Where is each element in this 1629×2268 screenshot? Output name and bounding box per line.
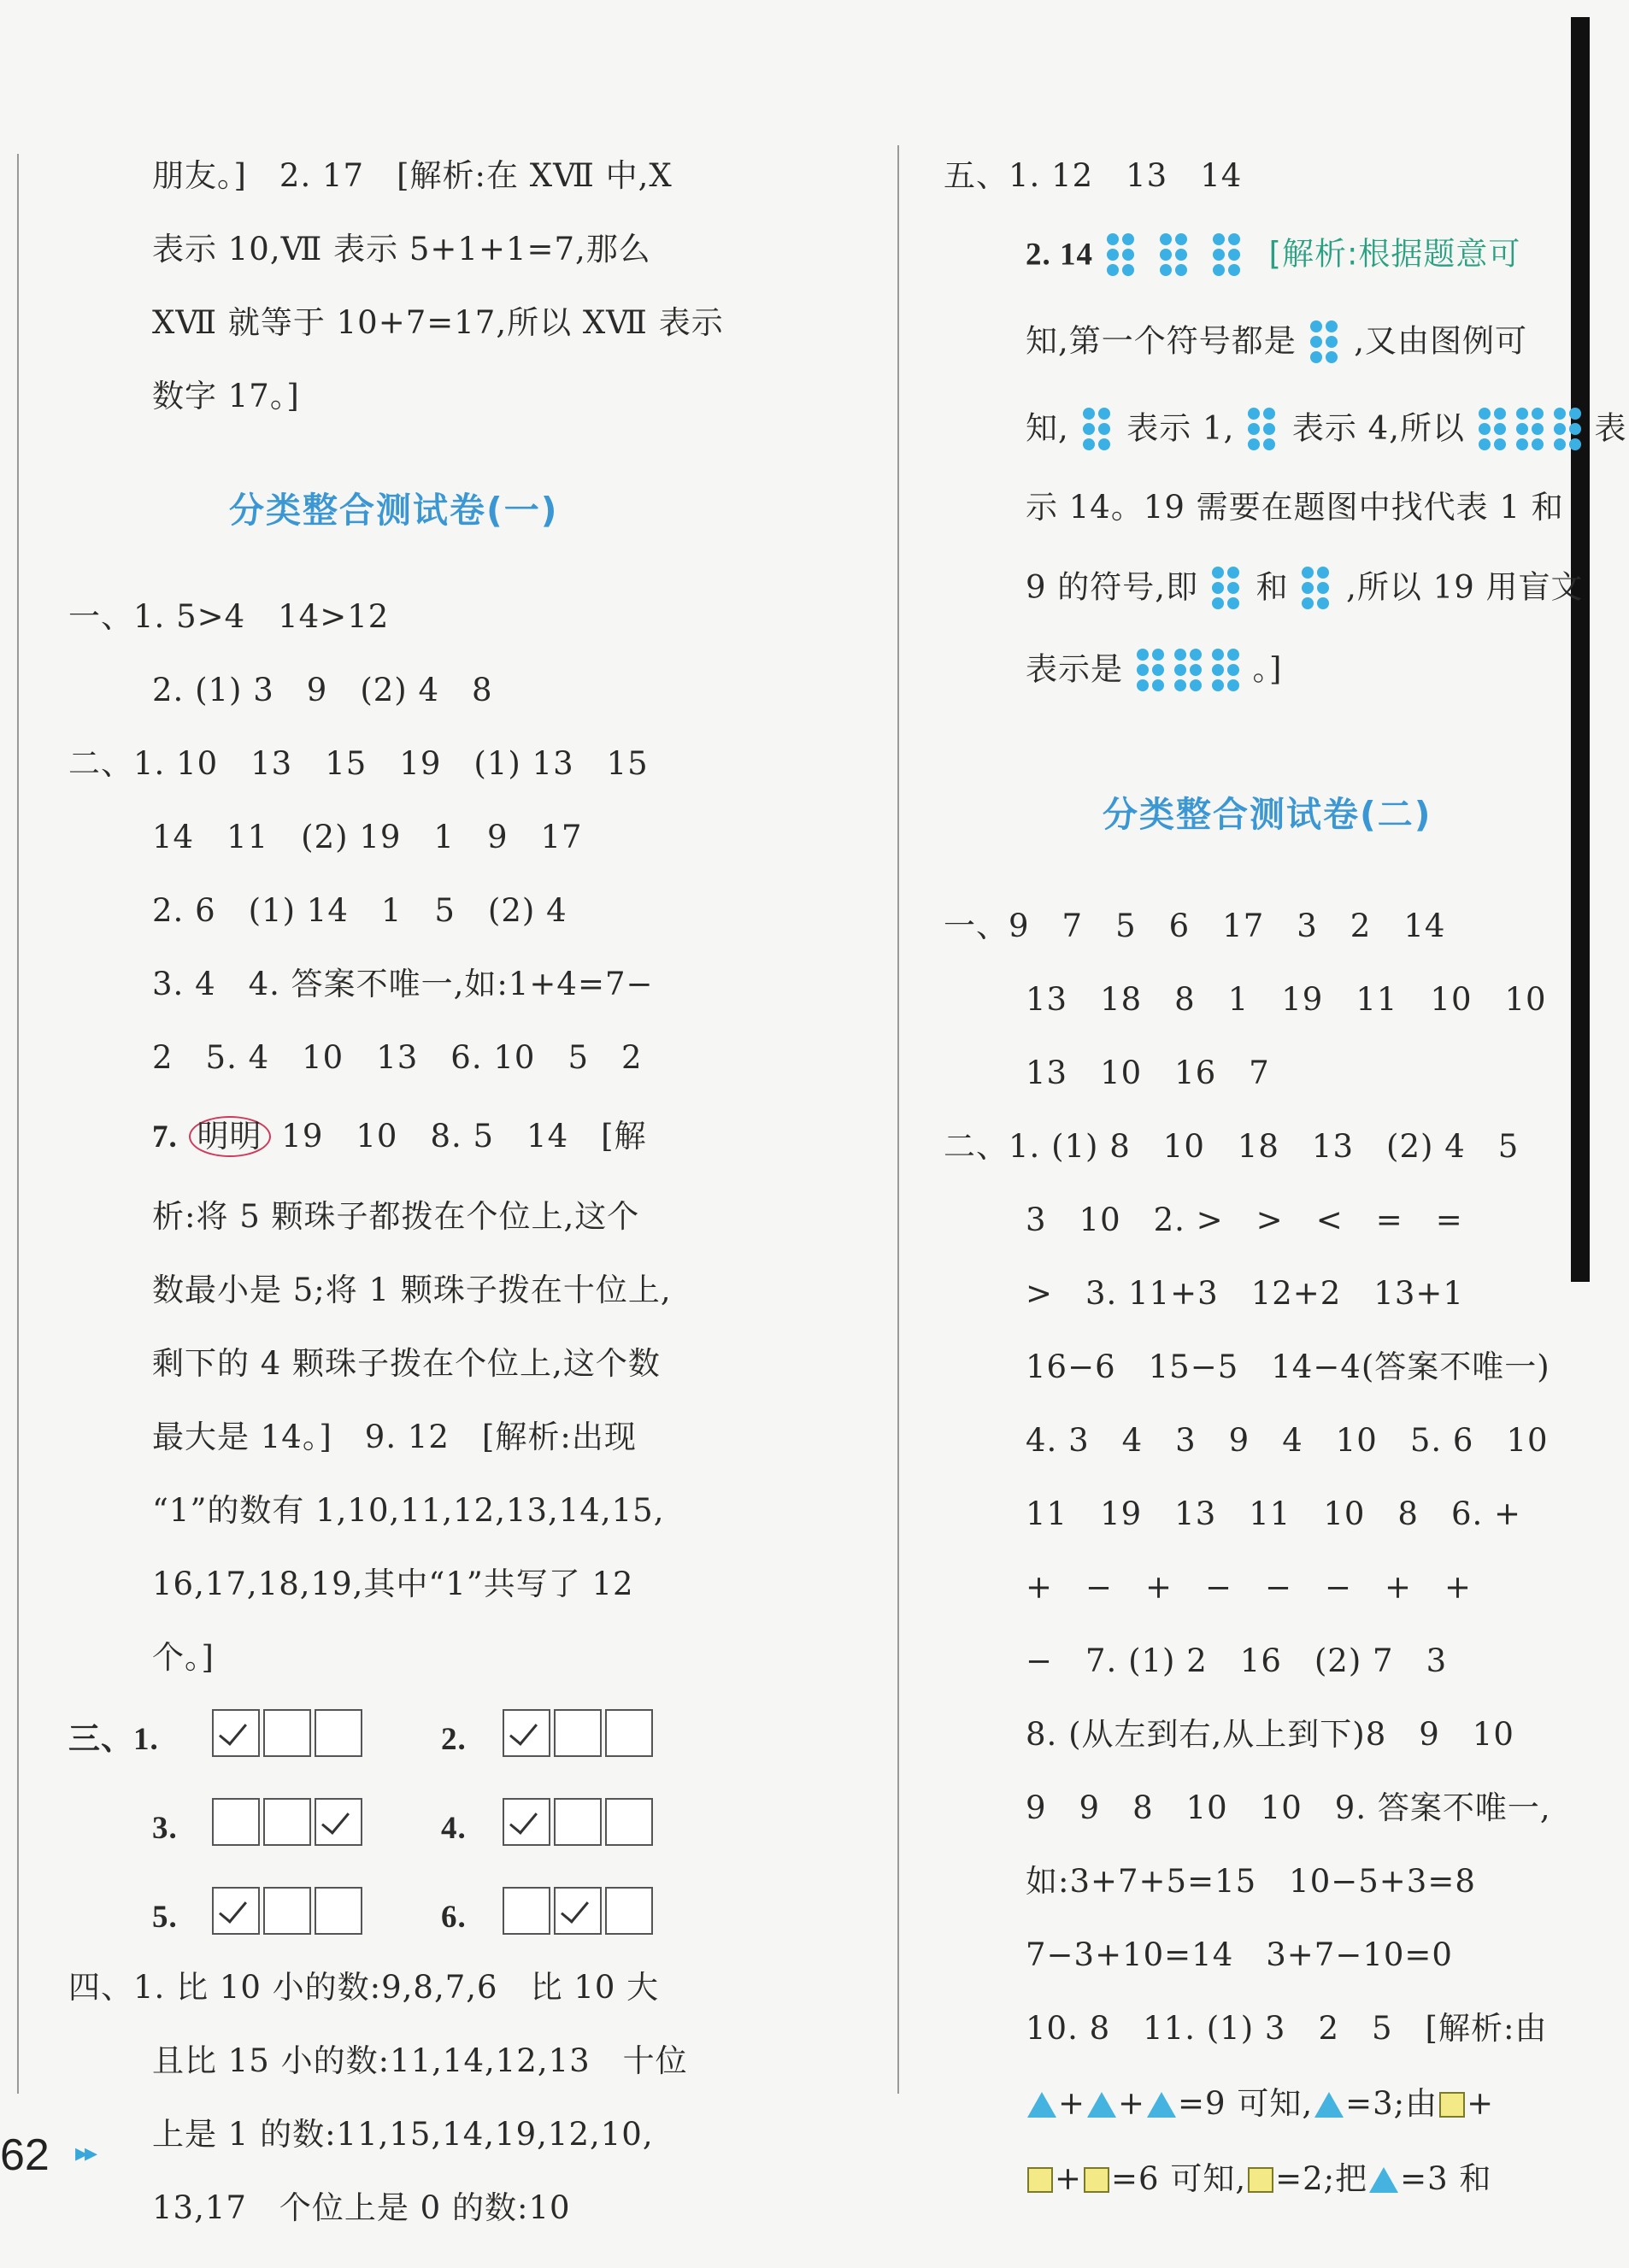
symbol-equation-line [1026, 2157, 1491, 2201]
text-span: =2;把 [1275, 2160, 1368, 2197]
checkbox [263, 1798, 311, 1846]
checkbox-group-4 [503, 1798, 656, 1846]
left-line: 2. 6 (1) 14 1 5 (2) 4 [152, 892, 568, 929]
braille-fourteen-icon [1476, 405, 1584, 456]
text-span: ,又由图例可 [1354, 322, 1528, 360]
right-line: 16−6 15−5 14−4(答案不唯一) [1026, 1348, 1550, 1385]
checkbox-checked [503, 1798, 550, 1846]
braille-nineteen-icon [1134, 646, 1242, 697]
right-line: − 7. (1) 2 16 (2) 7 3 [1026, 1642, 1448, 1679]
left-line: 析:将 5 颗珠子都拨在个位上,这个 [152, 1198, 640, 1235]
page-number: 62 [0, 2130, 50, 2180]
text-span: =3;由 [1345, 2085, 1438, 2122]
checkbox [554, 1709, 602, 1757]
left-line: 二、1. 10 13 15 19 (1) 13 15 [68, 745, 649, 782]
text-span: 表 [1594, 409, 1627, 447]
left-line: 四、1. 比 10 小的数:9,8,7,6 比 10 大 [68, 1969, 660, 2006]
checkbox [212, 1798, 260, 1846]
arrow-icons: ▸▸ [75, 2138, 95, 2168]
checkbox-checked [554, 1887, 602, 1935]
checkbox [263, 1887, 311, 1935]
left-line: 2. (1) 3 9 (2) 4 8 [152, 672, 493, 708]
right-line: 8. (从左到右,从上到下)8 9 10 [1026, 1716, 1514, 1753]
checkbox-group-3 [212, 1798, 366, 1846]
left-line: 表示 10,Ⅶ 表示 5+1+1=7,那么 [152, 231, 651, 267]
circled-answer: 明明 [189, 1116, 271, 1157]
triangle-icon [1147, 2092, 1176, 2118]
square-icon [1027, 2167, 1053, 2193]
q7-number: 7. [152, 1119, 178, 1155]
left-line: XⅦ 就等于 10+7=17,所以 XⅦ 表示 [152, 304, 724, 341]
plus-sign: + [1118, 2085, 1146, 2122]
braille-four-icon [1245, 405, 1281, 456]
q-label: 5. [152, 1900, 178, 1935]
text-span: 和 [1256, 568, 1289, 606]
page-edge-shadow [1571, 17, 1590, 1282]
right-line: 13 18 8 1 19 11 10 10 [1026, 981, 1547, 1018]
left-line: 13,17 个位上是 0 的数:10 [152, 2189, 571, 2226]
checkbox-group-1 [212, 1709, 366, 1757]
square-icon [1439, 2092, 1465, 2118]
plus-sign: + [1055, 2160, 1083, 2197]
text-span: 知, [1026, 409, 1069, 447]
braille-one-icon [1080, 405, 1116, 456]
left-line: 数最小是 5;将 1 颗珠子拨在十位上, [152, 1272, 672, 1308]
right-line: 4. 3 4 3 9 4 10 5. 6 10 [1026, 1422, 1549, 1459]
checkbox [605, 1798, 653, 1846]
right-line: 3 10 2. > > < = = [1026, 1202, 1463, 1238]
section-title-2: 分类整合测试卷(二) [1103, 794, 1432, 835]
q-label: 三、1. [68, 1722, 159, 1757]
left-margin-line [17, 154, 19, 2094]
text-span: 表示 1, [1126, 409, 1235, 447]
checkbox-checked [503, 1709, 550, 1757]
left-line: 个。] [152, 1639, 215, 1676]
right-line: 13 10 16 7 [1026, 1055, 1270, 1091]
right-line [1026, 318, 1527, 369]
checkbox [315, 1887, 362, 1935]
symbol-equation-line [1026, 2082, 1494, 2126]
left-line: 且比 15 小的数:11,14,12,13 十位 [152, 2042, 688, 2079]
left-line: 朋友。] 2. 17 [解析:在 XⅦ 中,X [152, 157, 673, 194]
left-line: 剩下的 4 颗珠子拨在个位上,这个数 [152, 1345, 661, 1382]
right-line [1026, 405, 1627, 456]
triangle-icon [1369, 2167, 1398, 2193]
checkbox [605, 1709, 653, 1757]
checkbox-group-5 [212, 1887, 366, 1935]
braille-nine-icon [1299, 564, 1335, 615]
right-line: 示 14。19 需要在题图中找代表 1 和 [1026, 489, 1564, 526]
right-line: > 3. 11+3 12+2 13+1 [1026, 1275, 1464, 1312]
text-span: 知,第一个符号都是 [1026, 322, 1297, 360]
right-line: 10. 8 11. (1) 3 2 5 [解析:由 [1026, 2010, 1548, 2047]
checkbox [315, 1709, 362, 1757]
left-line: 3. 4 4. 答案不唯一,如:1+4=7− [152, 966, 654, 1002]
text-span: =3 和 [1400, 2160, 1492, 2197]
left-line: “1”的数有 1,10,11,12,13,14,15, [152, 1492, 665, 1529]
right-line: 一、9 7 5 6 17 3 2 14 [944, 908, 1446, 944]
right-line: 五、1. 12 13 14 [944, 157, 1243, 194]
checkbox [605, 1887, 653, 1935]
right-line: 9 9 8 10 10 9. 答案不唯一, [1026, 1789, 1551, 1826]
right-line: 二、1. (1) 8 10 18 13 (2) 4 5 [944, 1128, 1520, 1165]
plus-sign: + [1467, 2085, 1495, 2122]
checkbox-checked [315, 1798, 362, 1846]
text-span: 表示是 [1026, 650, 1123, 688]
left-line: 最大是 14。] 9. 12 [解析:出现 [152, 1419, 637, 1455]
triangle-icon [1314, 2092, 1344, 2118]
left-line: 14 11 (2) 19 1 9 17 [152, 819, 583, 855]
text-span: 表示 4,所以 [1291, 409, 1465, 447]
left-line: 一、1. 5>4 14>12 [68, 598, 390, 635]
right-line: 7−3+10=14 3+7−10=0 [1026, 1936, 1453, 1973]
checkbox-group-2 [503, 1709, 656, 1757]
checkbox-group-6 [503, 1887, 656, 1935]
q7-rest: 19 10 8. 5 14 [解 [281, 1118, 647, 1155]
q-number: 2. 14 [1026, 237, 1093, 273]
right-line: 如:3+7+5=15 10−5+3=8 [1026, 1863, 1476, 1900]
right-line [1026, 646, 1282, 697]
plus-sign: + [1058, 2085, 1086, 2122]
braille-symbol-icon [1308, 318, 1344, 369]
right-line: + − + − − − + + [1026, 1569, 1473, 1606]
q-label: 6. [441, 1900, 467, 1935]
jiexi-text: [解析:根据题意可 [1268, 235, 1521, 273]
checkbox [503, 1887, 550, 1935]
square-icon [1084, 2167, 1109, 2193]
checkbox-checked [212, 1887, 260, 1935]
q-label: 2. [441, 1722, 467, 1757]
triangle-icon [1087, 2092, 1116, 2118]
checkbox [554, 1798, 602, 1846]
text-span: =9 可知, [1178, 2085, 1314, 2122]
right-line: 11 19 13 11 10 8 6. + [1026, 1495, 1522, 1532]
section-title-1: 分类整合测试卷(一) [229, 490, 559, 531]
left-line: 数字 17。] [152, 378, 300, 414]
braille-one-icon [1209, 564, 1245, 615]
text-span: 9 的符号,即 [1026, 568, 1199, 606]
left-line: 上是 1 的数:11,15,14,19,12,10, [152, 2116, 654, 2153]
left-line: 2 5. 4 10 13 6. 10 5 2 [152, 1039, 643, 1076]
left-line: 16,17,18,19,其中“1”共写了 12 [152, 1566, 634, 1602]
braille-14-icon [1104, 231, 1258, 282]
checkbox [263, 1709, 311, 1757]
right-line [1026, 564, 1584, 615]
checkbox-checked [212, 1709, 260, 1757]
triangle-icon [1027, 2092, 1056, 2118]
square-icon [1248, 2167, 1273, 2193]
braille-line-1 [1026, 231, 1520, 282]
text-span: 。] [1252, 650, 1283, 688]
column-divider [897, 145, 899, 2094]
text-span: =6 可知, [1111, 2160, 1247, 2197]
q-label: 3. [152, 1811, 178, 1846]
q-label: 4. [441, 1811, 467, 1846]
text-span: ,所以 19 用盲文 [1346, 568, 1584, 606]
q7-line [152, 1114, 647, 1160]
